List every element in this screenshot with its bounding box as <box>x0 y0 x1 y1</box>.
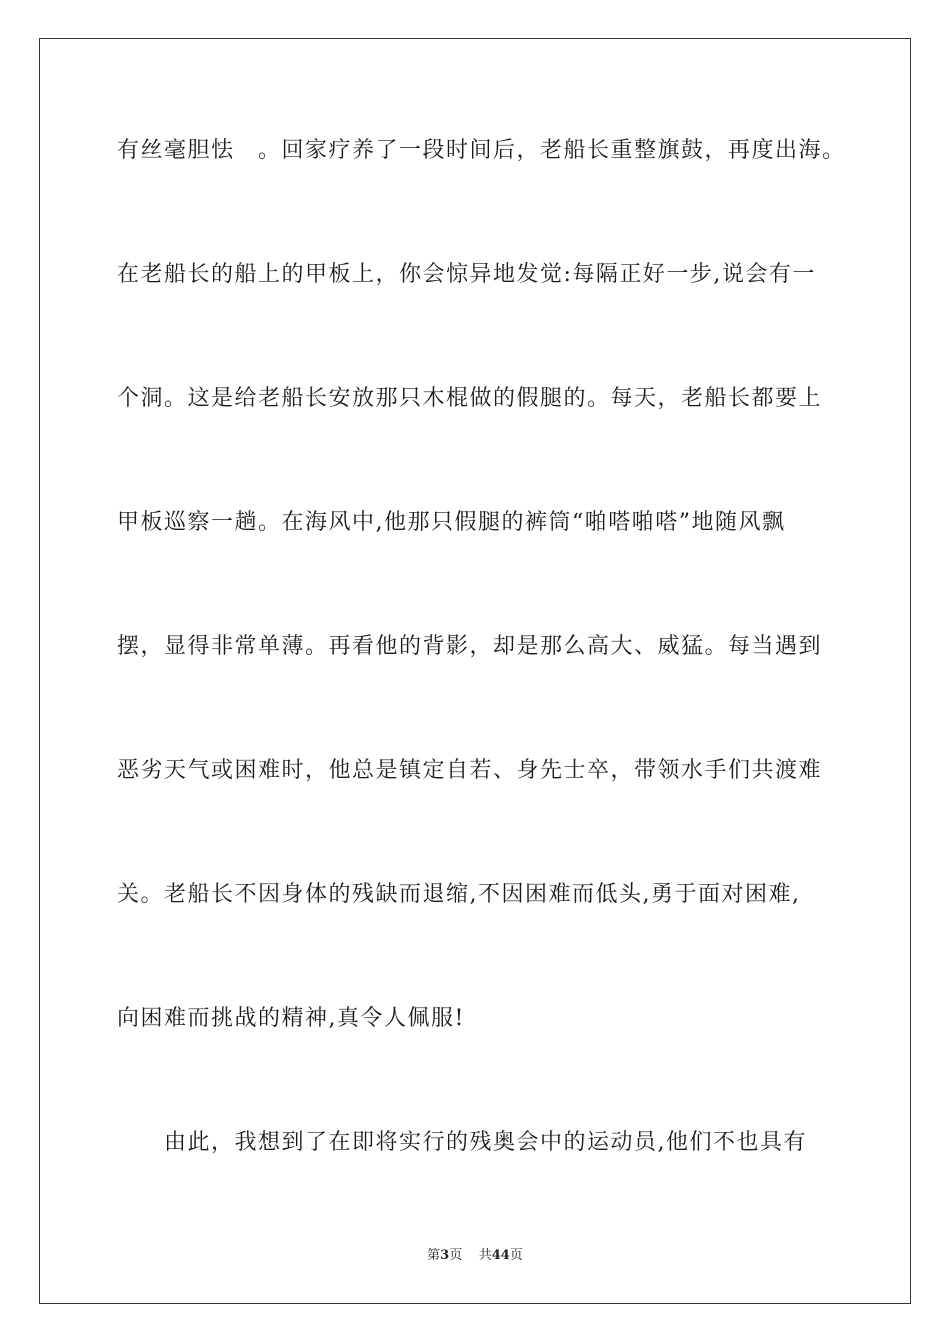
body-line-8: 向困难而挑战的精神,真令人佩服! <box>117 1006 465 1031</box>
body-line-6: 恶劣天气或困难时，他总是镇定自若、身先士卒，带领水手们共渡难 <box>117 758 823 783</box>
total-prefix: 共 <box>478 1248 492 1263</box>
page-suffix: 页 <box>449 1248 463 1263</box>
body-line-4: 甲板巡察一趟。在海风中,他那只假腿的裤筒“啪嗒啪嗒”地随风飘 <box>117 510 786 535</box>
body-line-9: 由此，我想到了在即将实行的残奥会中的运动员,他们不也具有 <box>117 1130 807 1155</box>
body-line-1: 有丝毫胆怯 。回家疗养了一段时间后，老船长重整旗鼓，再度出海。 <box>117 138 846 163</box>
total-pages: 44 <box>491 1248 510 1263</box>
body-line-2: 在老船长的船上的甲板上，你会惊异地发觉:每隔正好一步,说会有一 <box>117 262 816 287</box>
page-border <box>39 38 911 1304</box>
body-line-7: 关。老船长不因身体的残缺而退缩,不因困难而低头,勇于面对困难, <box>117 882 801 907</box>
page-footer <box>0 1247 950 1265</box>
body-line-3: 个洞。这是给老船长安放那只木棍做的假腿的。每天，老船长都要上 <box>117 386 823 411</box>
total-suffix: 页 <box>509 1248 523 1263</box>
body-line-5: 摆，显得非常单薄。再看他的背影，却是那么高大、威猛。每当遇到 <box>117 634 823 659</box>
page-prefix: 第 <box>427 1248 441 1263</box>
page-number: 3 <box>440 1248 450 1263</box>
